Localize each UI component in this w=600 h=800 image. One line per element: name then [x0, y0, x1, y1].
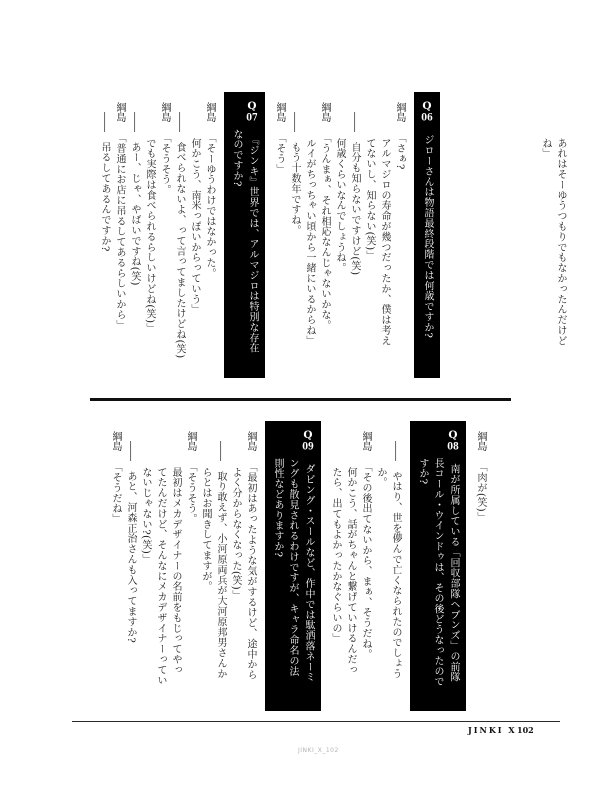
interviewer-dash: ――	[129, 112, 140, 132]
text-column: ――自分も知らないですけど(笑)	[349, 112, 360, 276]
text-column: 綱島「最初はあったような気がするけど、途中から	[245, 431, 256, 681]
text-column: 綱島「さぁ?	[394, 102, 405, 170]
text-column: らとはお聞きしてますが。	[200, 467, 211, 592]
question-box-q06	[414, 92, 440, 378]
text-column: あれはそーゆうつもりでもなかったんだけど	[555, 138, 566, 346]
text-column: 綱島「そうそう。	[159, 102, 170, 196]
question-number	[246, 100, 258, 123]
question-number	[302, 429, 314, 452]
dialogue-answer	[228, 421, 258, 711]
interviewer-question	[172, 92, 187, 378]
question-number	[447, 429, 459, 452]
question-letter: Q	[447, 429, 459, 442]
speaker-name: 綱島	[159, 102, 170, 123]
question-letter: Q	[246, 100, 258, 113]
interviewer-question	[332, 92, 362, 378]
interviewer-question	[373, 421, 403, 711]
dialogue-answer	[362, 92, 407, 378]
text-column: 綱島「普通にお店に吊るしてあるらしいから」	[114, 102, 125, 331]
question-digits: 06	[421, 112, 433, 123]
question-text-column: Q06ジローさんは物語最終段階では何歳ですか?	[421, 100, 433, 339]
text-column: よく分からなくなった(笑)」	[230, 467, 241, 601]
question-text-column: Q08南が所属している「回収部隊ヘブンズ」の前隊	[447, 429, 459, 683]
interviewer-dash: ――	[174, 112, 185, 132]
question-box-q07	[224, 92, 265, 378]
text-column: アルマジロの寿命が幾つだったか、僕は考え	[379, 138, 390, 346]
speaker-name: 綱島	[274, 102, 285, 123]
dialogue-answer	[328, 421, 373, 711]
question-text-column: 長コール・ウインドゥは、その後どうなったので	[432, 458, 443, 687]
interviewer-dash: ――	[390, 441, 401, 461]
text-column: 何かこう、南米っぽいからっていう」	[189, 138, 200, 315]
question-text-column: Q09ダビング・スールなど、作中では駄洒落ネーミ	[302, 429, 314, 683]
text-column: ないじゃない?(笑)」	[140, 467, 151, 565]
text-column: 綱島「そうだね」	[110, 431, 121, 525]
question-number	[421, 100, 433, 123]
text-column: 最初はメカデザイナーの名前をもじってやっ	[170, 467, 181, 675]
text-column: 何歳くらいなんでしょうね。	[334, 138, 345, 274]
dialogue-answer	[187, 92, 217, 378]
footer-page-number: 102	[517, 725, 534, 735]
dialogue-answer	[112, 92, 127, 378]
footer-rule	[72, 721, 560, 722]
section-divider	[90, 398, 511, 401]
text-column: ――あと、河森正治さんも入ってますか?	[125, 441, 136, 644]
interviewer-dash: ――	[125, 441, 136, 461]
question-letter: Q	[302, 429, 314, 442]
dialogue-answer	[138, 421, 198, 711]
text-column: ――あー、じゃ、やばいですね(笑)	[129, 112, 140, 286]
speaker-name: 綱島	[204, 102, 215, 123]
question-text-column: ングも散見されるわけですが、キャラ命名の法	[287, 458, 298, 677]
interviewer-question	[97, 92, 112, 378]
text-column: ――取り敢えず、小河原両兵が大河原邦男さんか	[215, 441, 226, 679]
question-letter: Q	[421, 100, 433, 113]
speaker-name: 綱島	[185, 431, 196, 452]
question-text-column: Q07『ジンキ』世界では、アルマジロは特別な存在	[246, 100, 258, 354]
text-column: たら、出てもよかったかなぐらいの」	[330, 467, 341, 644]
speaker-name: 綱島	[360, 431, 371, 452]
text-column: てないし、知らない(笑)」	[364, 138, 375, 262]
text-column: 何かこう、話がちゃんと繋げていけるんだっ	[345, 467, 356, 675]
interviewer-dash: ――	[215, 441, 226, 461]
text-column: でも実際は食べられるらしいけどね(笑)」	[144, 138, 155, 334]
dialogue-answer	[272, 92, 287, 378]
speaker-name: 綱島	[394, 102, 405, 123]
text-column: ――やはり、世を儚んで亡くなられたのでしょう	[390, 441, 401, 679]
dialogue-answer	[108, 421, 123, 711]
interviewer-question	[127, 92, 142, 378]
interviewer-question	[198, 421, 228, 711]
text-column: 綱島「そーゆうわけではなかった。	[204, 102, 215, 279]
text-column: ――もう十数年ですね。	[289, 112, 300, 236]
text-column: ね」	[540, 138, 551, 159]
speaker-name: 綱島	[245, 431, 256, 452]
dialogue-answer	[302, 92, 332, 378]
question-text-column: すか?	[417, 458, 428, 485]
text-column: 綱島「そう」	[274, 102, 285, 175]
interviewer-dash: ――	[289, 112, 300, 132]
interviewer-dash: ――	[349, 112, 360, 132]
speaker-name: 綱島	[475, 431, 486, 452]
dialogue-answer	[142, 92, 172, 378]
section-top	[78, 92, 568, 378]
footer-book-title: JINKI X	[468, 725, 517, 735]
continued-text	[538, 92, 568, 378]
text-column: ――食べられないよ、って言ってましたけどね(笑)	[174, 112, 185, 359]
text-column: 綱島「その後出てないから、まぁ、そうだね。	[360, 431, 371, 660]
footer-watermark: JINKI_X_102	[298, 747, 339, 754]
text-column: ――吊るしてあるんですか?	[99, 112, 110, 252]
text-column: 綱島「うんまぁ、それ相応なんじゃないかな。	[319, 102, 330, 331]
interviewer-dash: ――	[99, 112, 110, 132]
question-digits: 08	[447, 441, 459, 452]
question-digits: 07	[246, 112, 258, 123]
question-box-q08	[410, 421, 466, 711]
interviewer-question	[287, 92, 302, 378]
question-text-column: なのですか?	[231, 129, 242, 187]
text-column: ルイがちっちゃい頃から一緒にいるからね」	[304, 138, 315, 346]
section-bottom	[88, 421, 565, 711]
interviewer-question	[123, 421, 138, 711]
question-digits: 09	[302, 441, 314, 452]
speaker-name: 綱島	[110, 431, 121, 452]
dialogue-answer	[473, 421, 488, 711]
speaker-name: 綱島	[319, 102, 330, 123]
text-column: 綱島「肉が(笑)」	[475, 431, 486, 523]
text-column: か。	[375, 467, 386, 488]
question-text-column: 則性などありますか?	[272, 458, 283, 558]
question-box-q09	[265, 421, 321, 711]
text-column: 綱島「そうそう。	[185, 431, 196, 525]
text-column: てたんだけど、そんなにメカデザイナーってい	[155, 467, 166, 686]
speaker-name: 綱島	[114, 102, 125, 123]
